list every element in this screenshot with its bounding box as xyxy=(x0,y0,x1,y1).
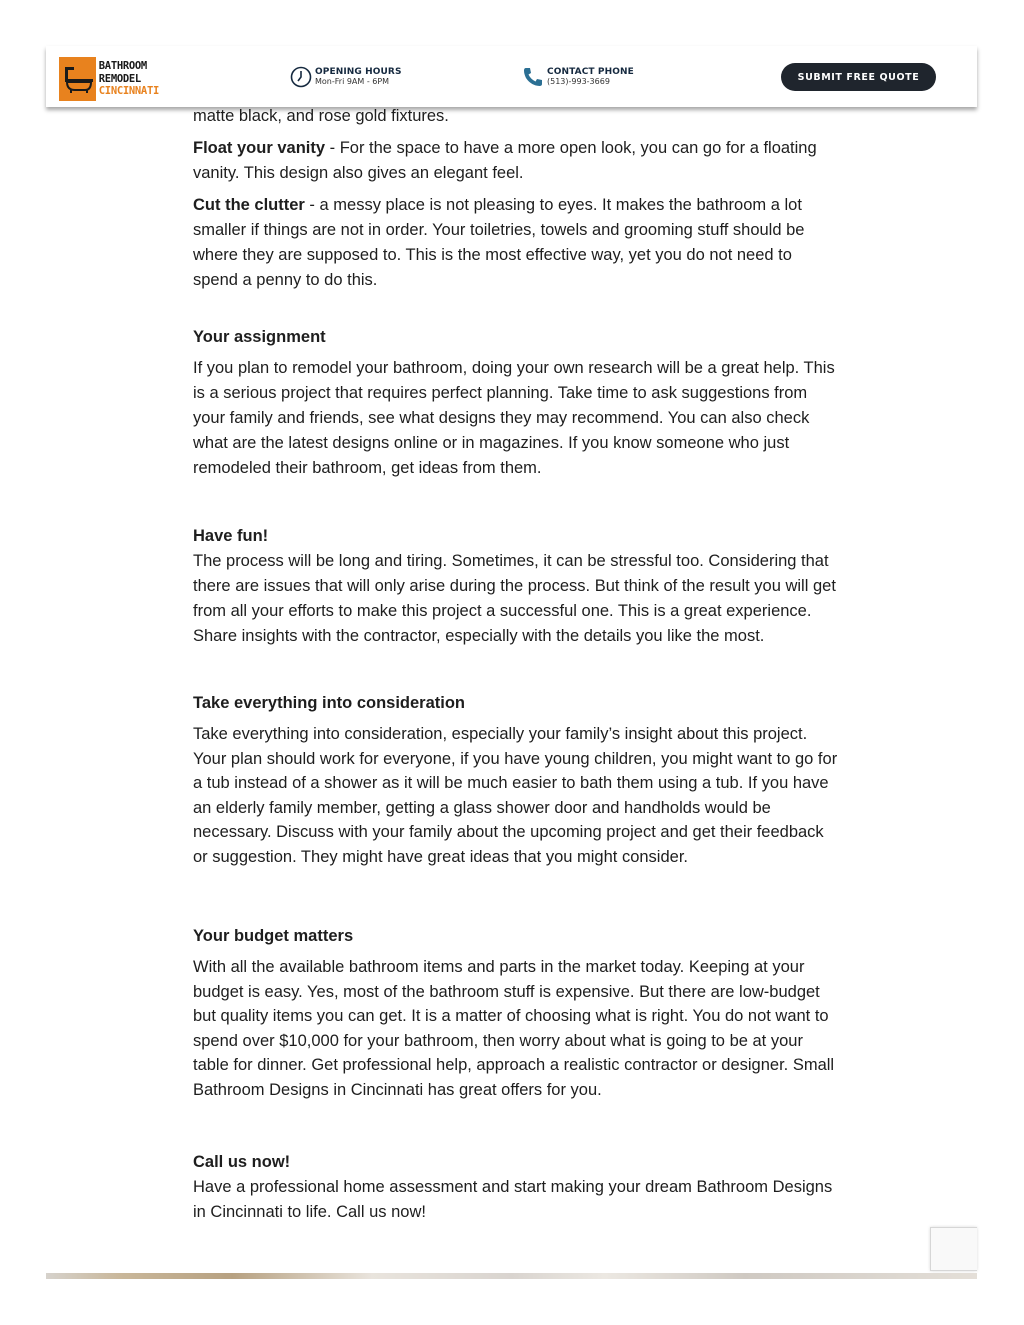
float-vanity-paragraph xyxy=(193,136,838,186)
cut-clutter-paragraph xyxy=(193,193,838,293)
opening-hours xyxy=(290,66,402,88)
submit-free-quote-button[interactable]: SUBMIT FREE QUOTE xyxy=(781,63,936,91)
paragraph-fragment: matte black, and rose gold fixtures. xyxy=(193,107,449,125)
logo-line-3: CINCINNATI xyxy=(98,85,159,98)
section-heading-budget: Your budget matters xyxy=(193,927,354,945)
float-vanity-text: - For the space to have a more open look, you can go for a floating vanity. This design also gives an elegant feel. xyxy=(193,139,817,182)
recaptcha-badge[interactable] xyxy=(930,1227,977,1271)
section-body-budget: With all the available bathroom items and parts in the market today. Keeping at your budget is easy. Yes, most of the bathroom stuff is expensive. But there are low-budget but quality items you can get. It is a matter of choosing what is right. You do not want to spend over $10,000 for your bathroom, then worry about what is going to be at your table for dinner. Get professional help, approach a realistic contractor or designer. Small Bathroom Designs in Cincinnati has great offers for you. xyxy=(193,958,835,1099)
opening-hours-label: OPENING HOURS xyxy=(315,67,402,77)
float-vanity-term: Float your vanity xyxy=(193,139,326,157)
section-heading-assignment: Your assignment xyxy=(193,328,326,346)
logo-line-2: REMODEL xyxy=(98,72,141,85)
section-body-have-fun: The process will be long and tiring. Sometimes, it can be stressful too. Considering that there are issues that will only arise during the process. But think of the result you will get from all your efforts to make this project a successful one. This is a great experience. Share insights with the contractor, especially with the details you like the most. xyxy=(193,552,836,645)
logo-line-1: BATHROOM xyxy=(98,60,147,73)
cut-clutter-term: Cut the clutter xyxy=(193,196,305,214)
phone-icon xyxy=(522,66,544,88)
section-heading-have-fun: Have fun! xyxy=(193,527,269,545)
section-body-assignment: If you plan to remodel your bathroom, doing your own research will be a great help. This is a serious project that requires perfect planning. Take time to ask suggestions from your family and friends, see what designs they may recommend. You can also check what are the latest designs online or in magazines. If you know someone who just remodeled their bathroom, get ideas from them. xyxy=(193,359,835,477)
section-heading-call-us: Call us now! xyxy=(193,1153,291,1171)
section-body-call-us: Have a professional home assessment and start making your dream Bathroom Designs in Cincinnati to life. Call us now! xyxy=(193,1178,833,1221)
contact-phone[interactable] xyxy=(522,66,634,88)
section-heading-consideration: Take everything into consideration xyxy=(193,694,466,712)
footer-image-strip xyxy=(46,1273,977,1279)
contact-phone-value[interactable]: (513)-993-3669 xyxy=(547,77,610,86)
section-body-consideration: Take everything into consideration, especially your family’s insight about this project. Your plan should work for everyone, if you have young children, you might want to go for a tub instead of a shower as it will be much easier to bath them using a tub. If you have an elderly family member, getting a glass shower door and handholds would be necessary. Discuss with your family about the upcoming project and get their feedback or suggestion. They might have great ideas that you might consider. xyxy=(193,725,838,866)
cut-clutter-text: - a messy place is not pleasing to eyes. It makes the bathroom a lot smaller if things are not in order. Your toiletries, towels and grooming stuff should be where they are supposed to. This is the most effective way, yet you do not need to spend a penny to do this. xyxy=(193,196,805,289)
site-header xyxy=(46,46,977,107)
opening-hours-value: Mon-Fri 9AM - 6PM xyxy=(315,77,390,86)
site-logo[interactable] xyxy=(59,57,159,101)
contact-phone-label: CONTACT PHONE xyxy=(547,67,634,77)
bathtub-icon xyxy=(59,57,96,101)
clock-icon xyxy=(290,66,312,88)
